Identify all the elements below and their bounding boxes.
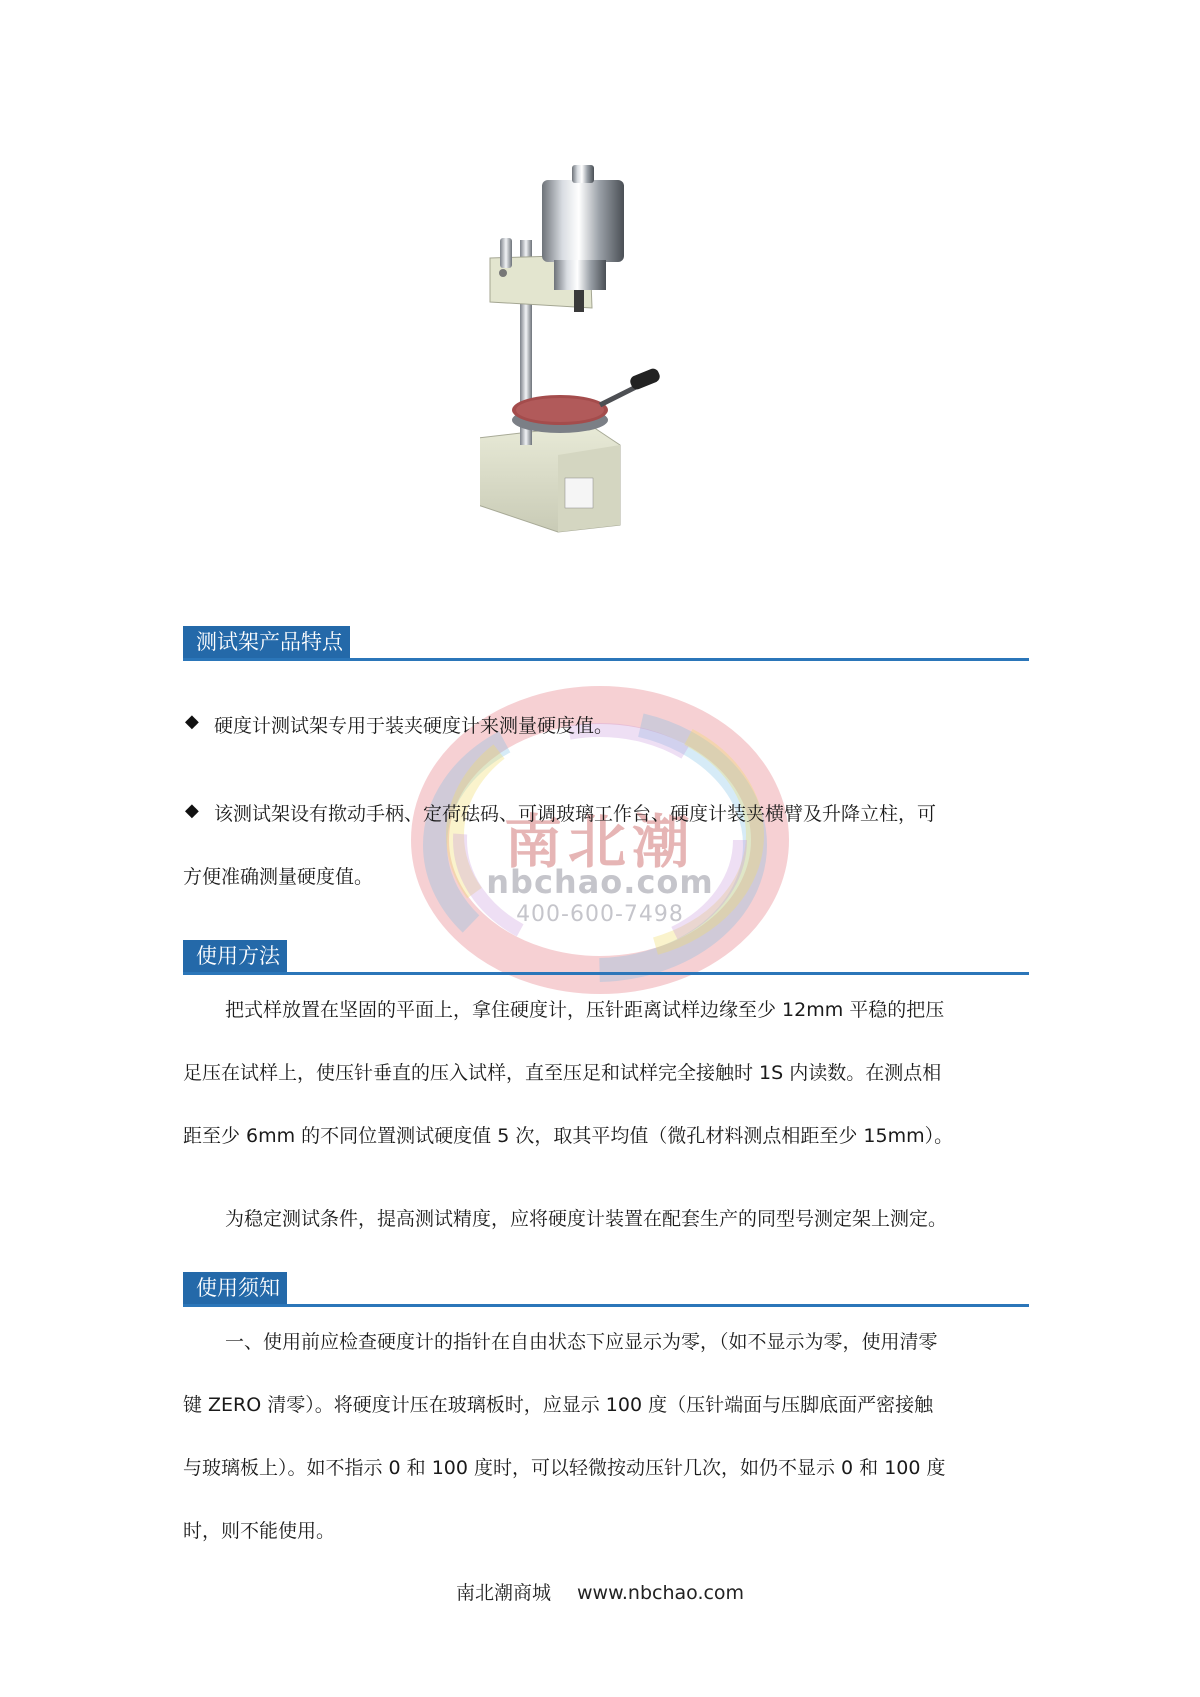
footer-website-link[interactable]: www.nbchao.com	[577, 1582, 745, 1604]
watermark-brand-cn: 南北潮	[503, 808, 696, 876]
feature-bullet-2-line-2: 方便准确测量硬度值。	[183, 866, 374, 888]
hardness-tester-stand-image	[480, 160, 720, 570]
page-footer	[0, 1578, 1200, 1605]
section-header-usage	[183, 940, 1029, 975]
notes-para-1-line-1: 一、使用前应检查硬度计的指针在自由状态下应显示为零，（如不显示为零，使用清零	[225, 1331, 938, 1353]
watermark-brand-en: nbchao.com	[486, 863, 714, 901]
usage-para-1-line-2: 足压在试样上，使压针垂直的压入试样，直至压足和试样完全接触时 1S 内读数。在测点相	[183, 1062, 942, 1084]
diamond-bullet-icon: ◆	[185, 711, 199, 732]
notes-para-1-line-3: 与玻璃板上）。如不指示 0 和 100 度时，可以轻微按动压针几次，如仍不显示 0 和 100 度	[183, 1457, 946, 1479]
footer-shop-name: 南北潮商城	[455, 1582, 551, 1604]
notes-para-1-line-4: 时，则不能使用。	[183, 1520, 336, 1542]
section-header-notes	[183, 1272, 1029, 1307]
usage-para-1-line-1: 把式样放置在坚固的平面上，拿住硬度计，压针距离试样边缘至少 12mm 平稳的把压	[225, 999, 945, 1021]
feature-bullet-2-line-1: 该测试架设有揿动手柄、定荷砝码、可调玻璃工作台、硬度计装夹横臂及升降立柱，可	[214, 803, 937, 825]
section-title-notes: 使用须知	[183, 1272, 287, 1304]
section-title-usage: 使用方法	[183, 940, 287, 972]
usage-para-1-line-3: 距至少 6mm 的不同位置测试硬度值 5 次，取其平均值（微孔材料测点相距至少 15mm）。	[183, 1125, 954, 1147]
notes-para-1-line-2: 键 ZERO 清零）。将硬度计压在玻璃板时，应显示 100 度（压针端面与压脚底面严密接触	[183, 1394, 934, 1416]
section-title-features: 测试架产品特点	[183, 626, 350, 658]
diamond-bullet-icon: ◆	[185, 800, 199, 821]
watermark-phone: 400-600-7498	[516, 902, 684, 927]
feature-bullet-1: 硬度计测试架专用于装夹硬度计来测量硬度值。	[214, 715, 614, 737]
section-header-features	[183, 626, 1029, 661]
usage-para-2: 为稳定测试条件，提高测试精度，应将硬度计装置在配套生产的同型号测定架上测定。	[225, 1208, 948, 1230]
